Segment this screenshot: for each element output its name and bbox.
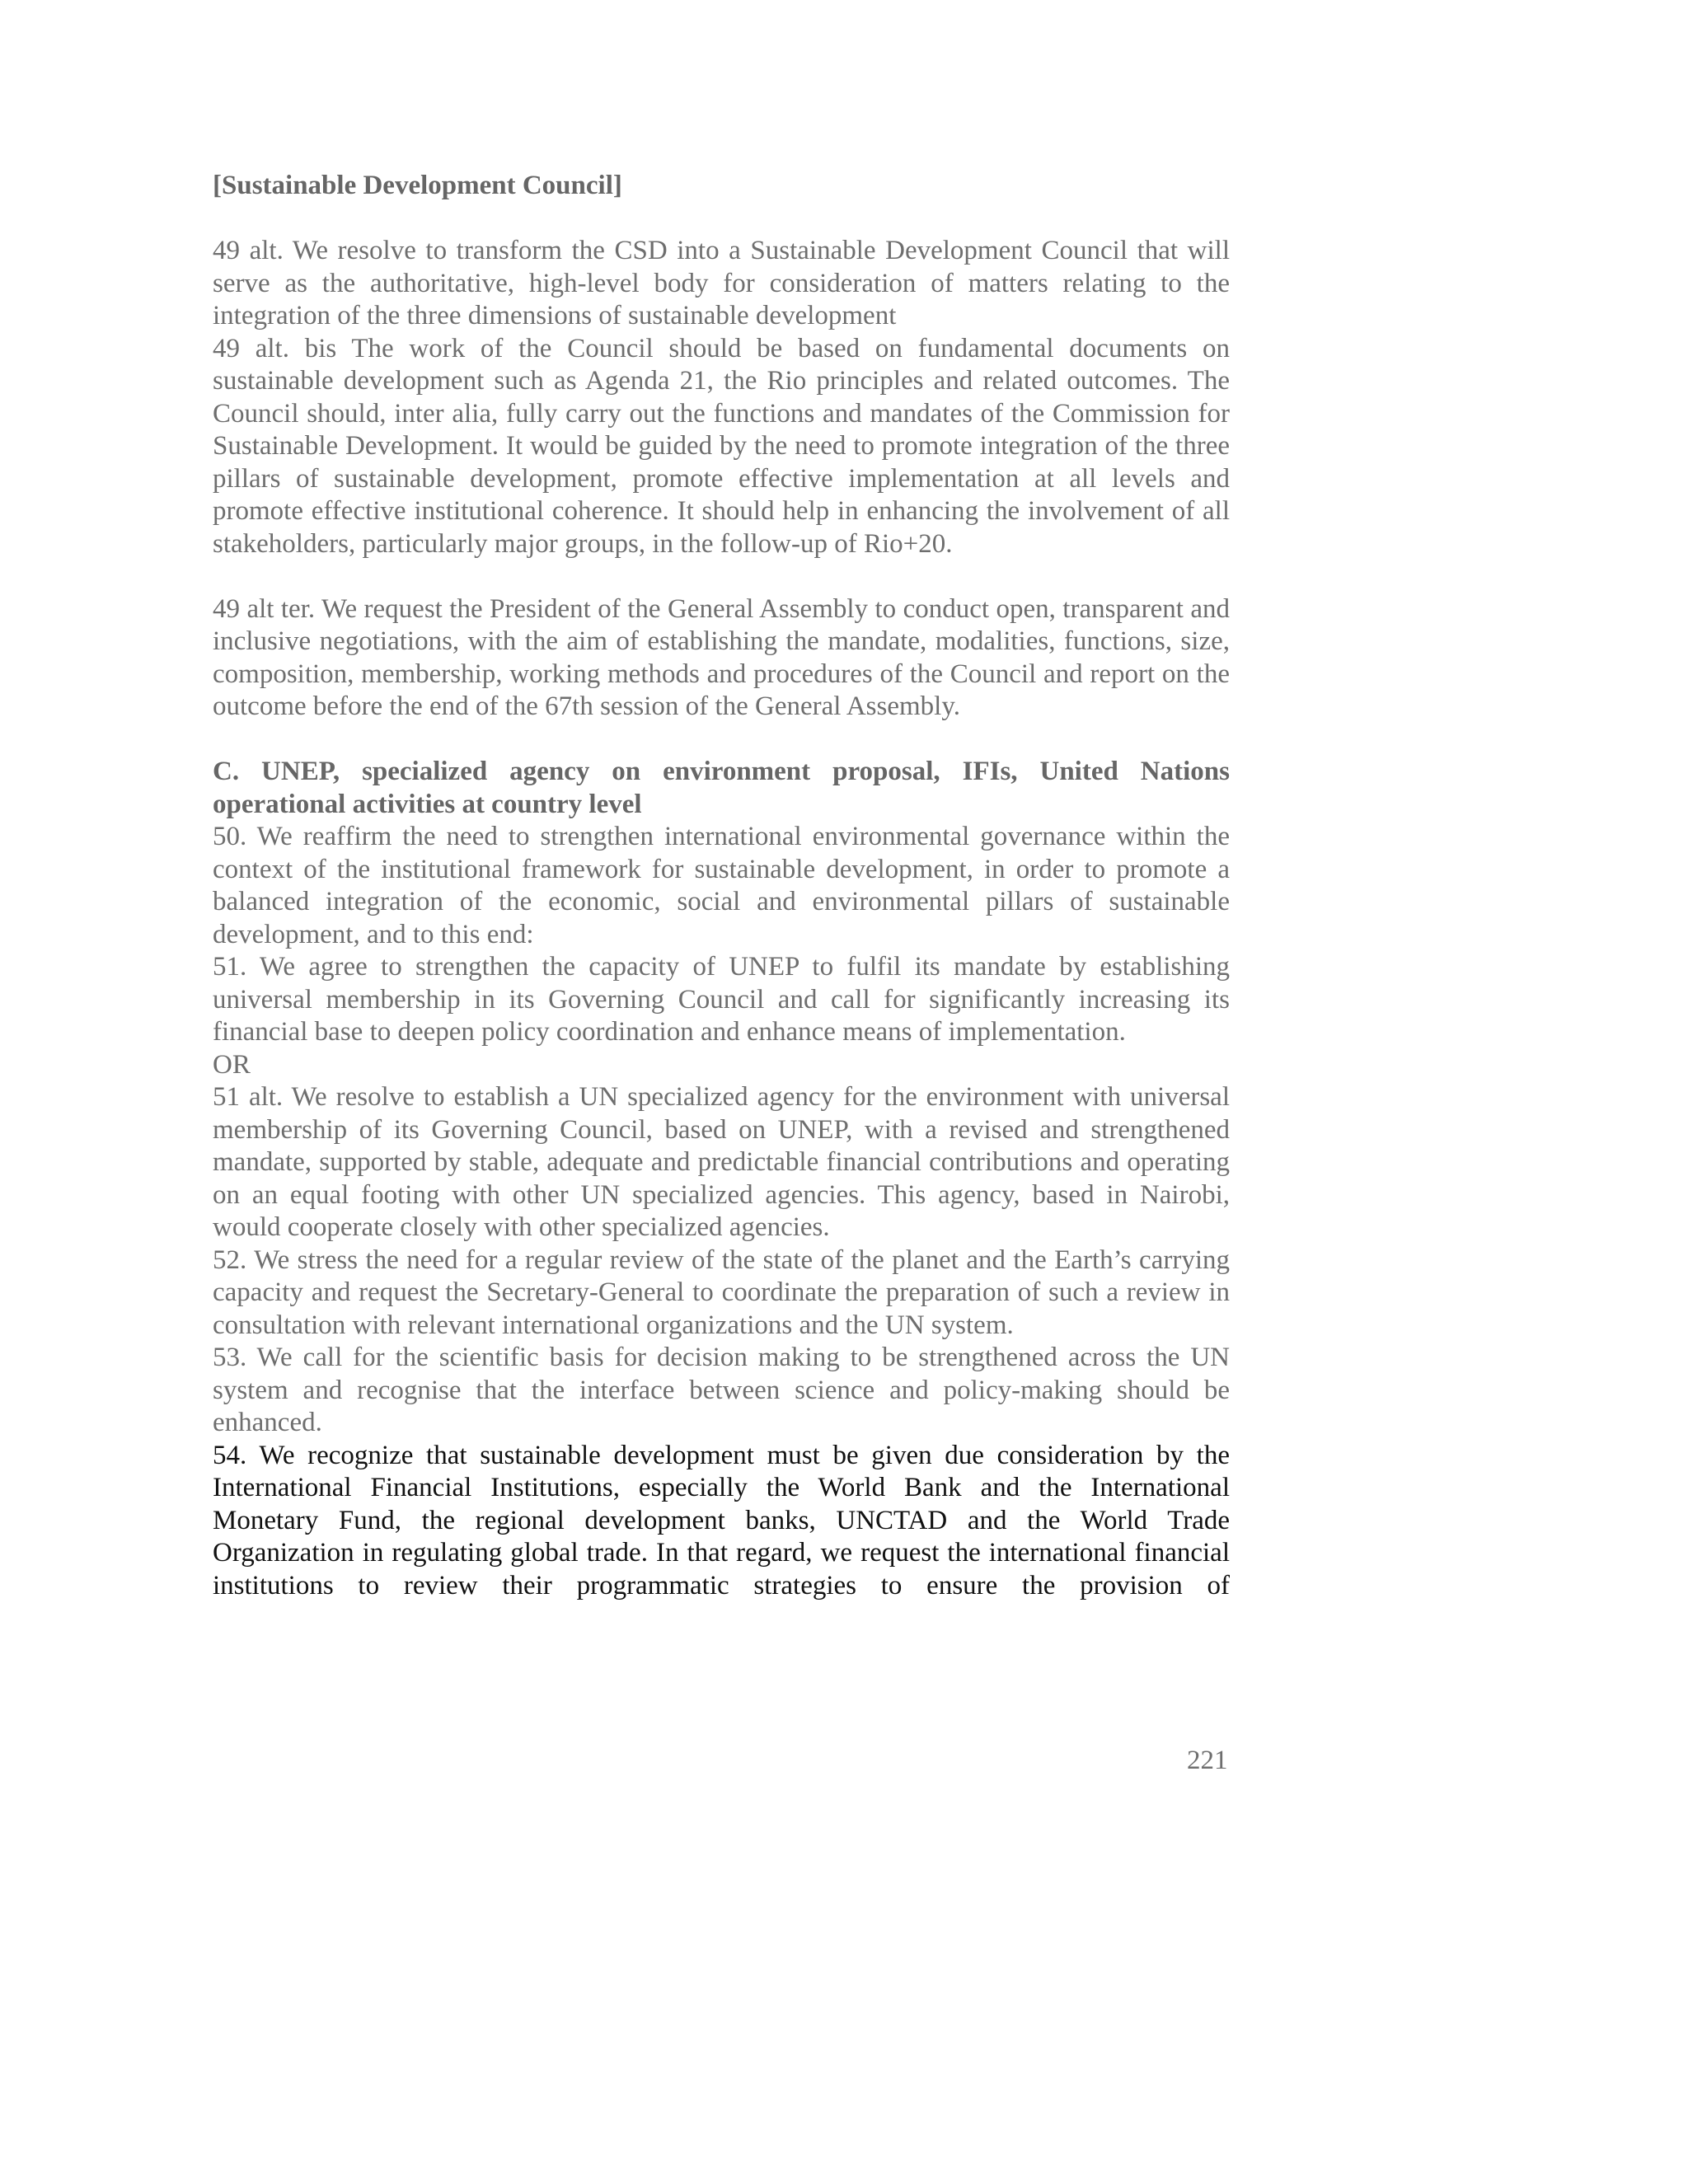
subsection-heading: C. UNEP, specialized agency on environment proposal, IFIs, United Nations operational activities at country level bbox=[213, 757, 1230, 819]
paragraph-51: 51. We agree to strengthen the capacity of UNEP to fulfil its mandate by establishing universal membership in its Governing Council and call for significantly increasing its financial base to deepen policy coordination and enhance means of implementation. bbox=[213, 952, 1230, 1047]
paragraph-51-alt: 51 alt. We resolve to establish a UN specialized agency for the environment with universal membership of its Governing Council, based on UNEP, with a revised and strengthened mandate, supported by stable, adequate and predictable financial contributions and operating on an equal footing with other UN specialized agencies. This agency, based in Nairobi, would cooperate closely with other specialized agencies. bbox=[213, 1082, 1230, 1242]
paragraph-49-alt: 49 alt. We resolve to transform the CSD into a Sustainable Development Council that will serve as the authoritative, high-level body for consideration of matters relating to the integration of the three dimensions of sustainable development bbox=[213, 236, 1230, 330]
document-body bbox=[213, 170, 1230, 1602]
paragraph-49-alt-ter: 49 alt ter. We request the President of the General Assembly to conduct open, transparent and inclusive negotiations, with the aim of establishing the mandate, modalities, functions, size, composition, membership, working methods and procedures of the Council and report on the outcome before the end of the 67th session of the General Assembly. bbox=[213, 593, 1230, 721]
page-number: 221 bbox=[1187, 1746, 1228, 1775]
spacer bbox=[213, 203, 1230, 236]
paragraph-53: 53. We call for the scientific basis for decision making to be strengthened across the UN system and recognise that the interface between science and policy-making should be enhanced. bbox=[213, 1343, 1230, 1437]
paragraph-50: 50. We reaffirm the need to strengthen international environmental governance within the context of the institutional framework for sustainable development, in order to promote a balanced integration of the economic, social and environmental pillars of sustainable development, and to this end: bbox=[213, 822, 1230, 949]
section-heading: [Sustainable Development Council] bbox=[213, 171, 622, 200]
paragraph-49-alt-bis: 49 alt. bis The work of the Council should be based on fundamental documents on sustainable development such as Agenda 21, the Rio principles and related outcomes. The Council should, inter alia, fully carry out the functions and mandates of the Commission for Sustainable Development. It would be guided by the need to promote integration of the three pillars of sustainable development, promote effective implementation at all levels and promote effective institutional coherence. It should help in enhancing the involvement of all stakeholders, particularly major groups, in the follow-up of Rio+20. bbox=[213, 333, 1230, 559]
spacer bbox=[213, 560, 1230, 593]
paragraph-54: 54. We recognize that sustainable development must be given due consideration by the International Financial Institutions, especially the World Bank and the International Monetary Fund, the regional development banks, UNCTAD and the World Trade Organization in regulating global trade. In that regard, we request the international financial institutions to review their programmatic strategies to ensure the provision of bbox=[213, 1440, 1230, 1601]
paragraph-52: 52. We stress the need for a regular review of the state of the planet and the Earth’s carrying capacity and request the Secretary-General to coordinate the preparation of such a review in consultation with relevant international organizations and the UN system. bbox=[213, 1244, 1230, 1340]
spacer bbox=[213, 724, 1230, 757]
or-separator: OR bbox=[213, 1049, 251, 1080]
